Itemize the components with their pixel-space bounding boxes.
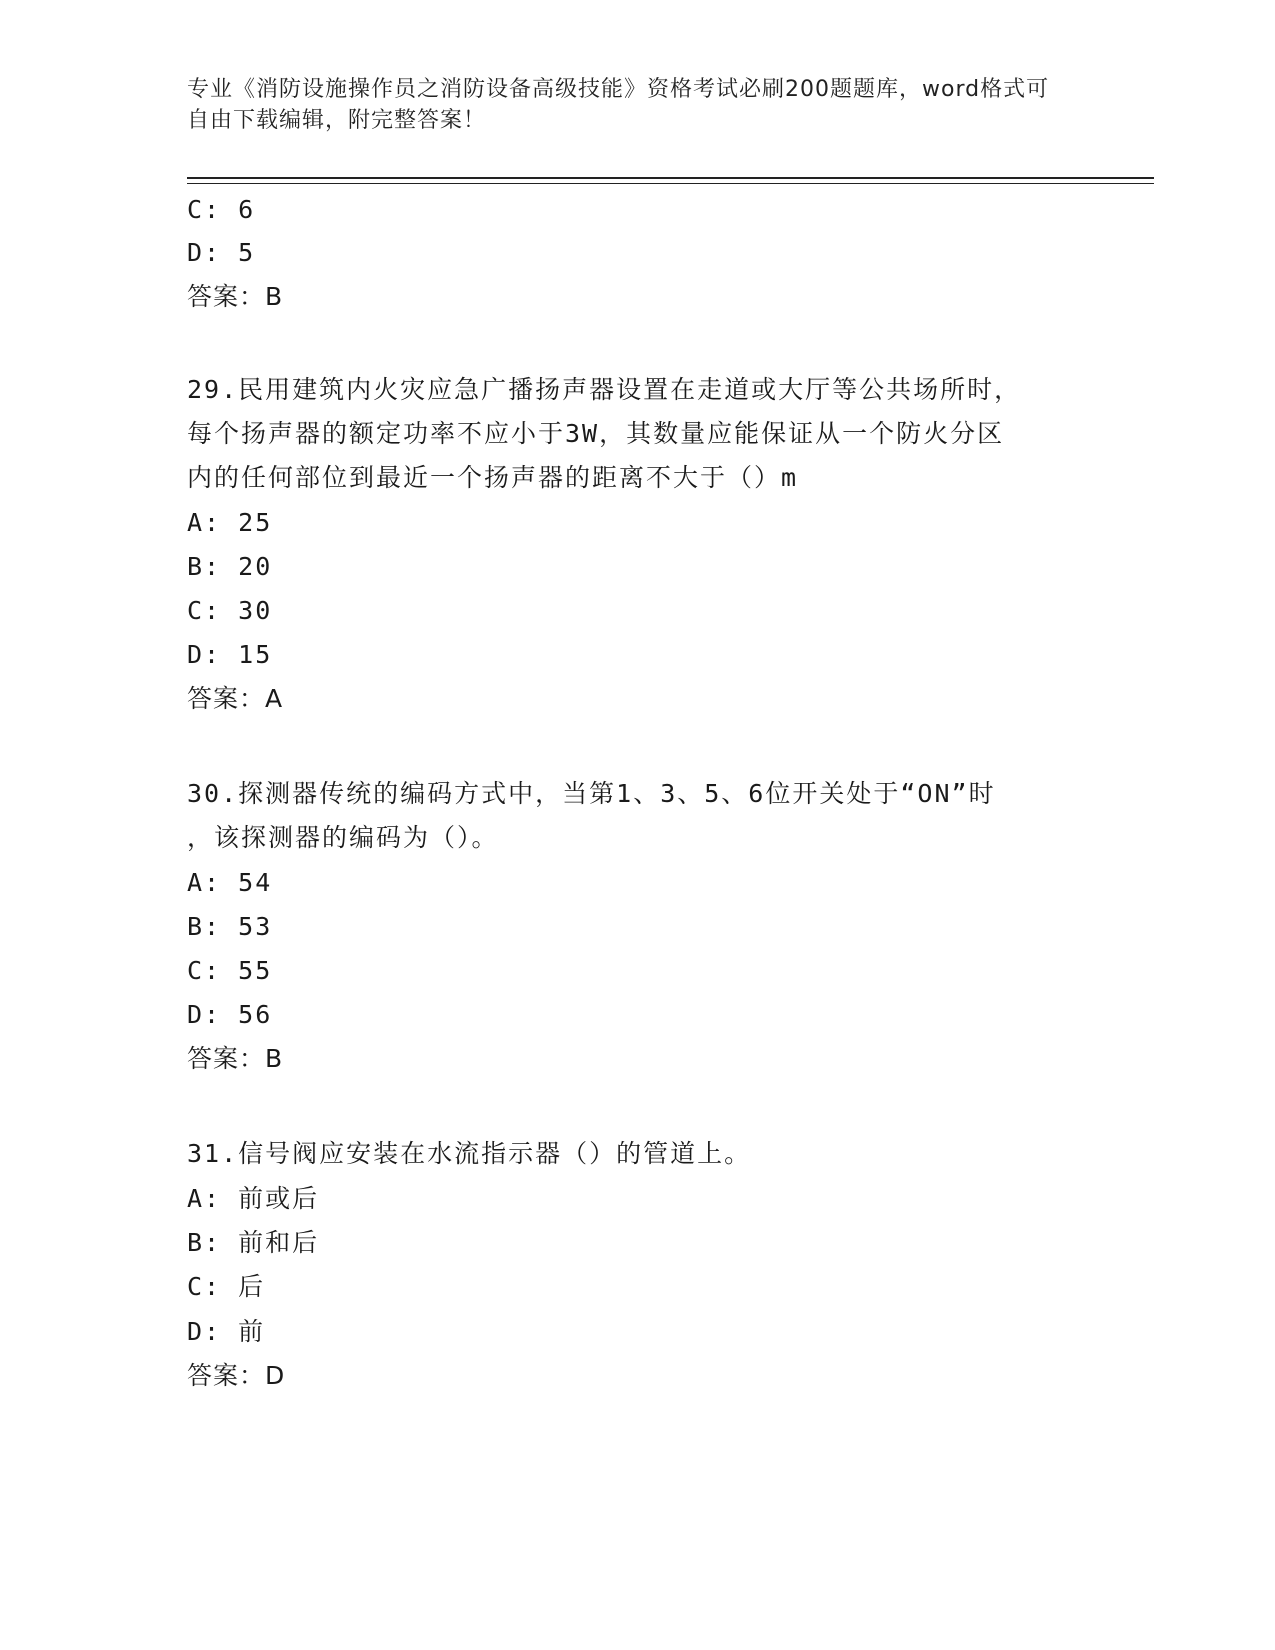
q31-option-d: D: 前 — [187, 1317, 266, 1346]
q31-option-c: C: 后 — [187, 1272, 266, 1301]
q30-option-a: A: 54 — [187, 868, 273, 897]
q29-stem-line2: 每个扬声器的额定功率不应小于3W，其数量应能保证从一个防火分区 — [187, 419, 1005, 448]
q31-stem-line1: 31.信号阀应安装在水流指示器（）的管道上。 — [187, 1139, 752, 1168]
q30-stem-line1: 30.探测器传统的编码方式中，当第1、3、5、6位开关处于“ON”时 — [187, 779, 996, 808]
q29-option-b: B: 20 — [187, 552, 273, 581]
document-header: 专业《消防设施操作员之消防设备高级技能》资格考试必刷200题题库，word格式可自由下载编辑，附完整答案！ — [187, 77, 1050, 133]
q29-stem-line1: 29.民用建筑内火灾应急广播扬声器设置在走道或大厅等公共场所时， — [187, 375, 1022, 404]
q31-answer: 答案：D — [187, 1361, 286, 1390]
q29-option-a: A: 25 — [187, 508, 273, 537]
q30-answer: 答案：B — [187, 1044, 284, 1073]
q29-stem-line3: 内的任何部位到最近一个扬声器的距离不大于（）m — [187, 463, 799, 492]
q31-option-a: A: 前或后 — [187, 1184, 320, 1213]
q31-option-b: B: 前和后 — [187, 1228, 320, 1257]
prev-answer: 答案：B — [187, 282, 284, 311]
q29-option-d: D: 15 — [187, 640, 273, 669]
q30-option-d: D: 56 — [187, 1000, 273, 1029]
prev-option-d: D: 5 — [187, 238, 256, 267]
q30-option-b: B: 53 — [187, 912, 273, 941]
header-rule-thick — [187, 177, 1154, 179]
prev-option-c: C: 6 — [187, 195, 256, 224]
header-rule-thin — [187, 183, 1154, 184]
q29-answer: 答案：A — [187, 684, 284, 713]
q30-stem-line2: ，该探测器的编码为（）。 — [187, 823, 499, 852]
q30-option-c: C: 55 — [187, 956, 273, 985]
q29-option-c: C: 30 — [187, 596, 273, 625]
